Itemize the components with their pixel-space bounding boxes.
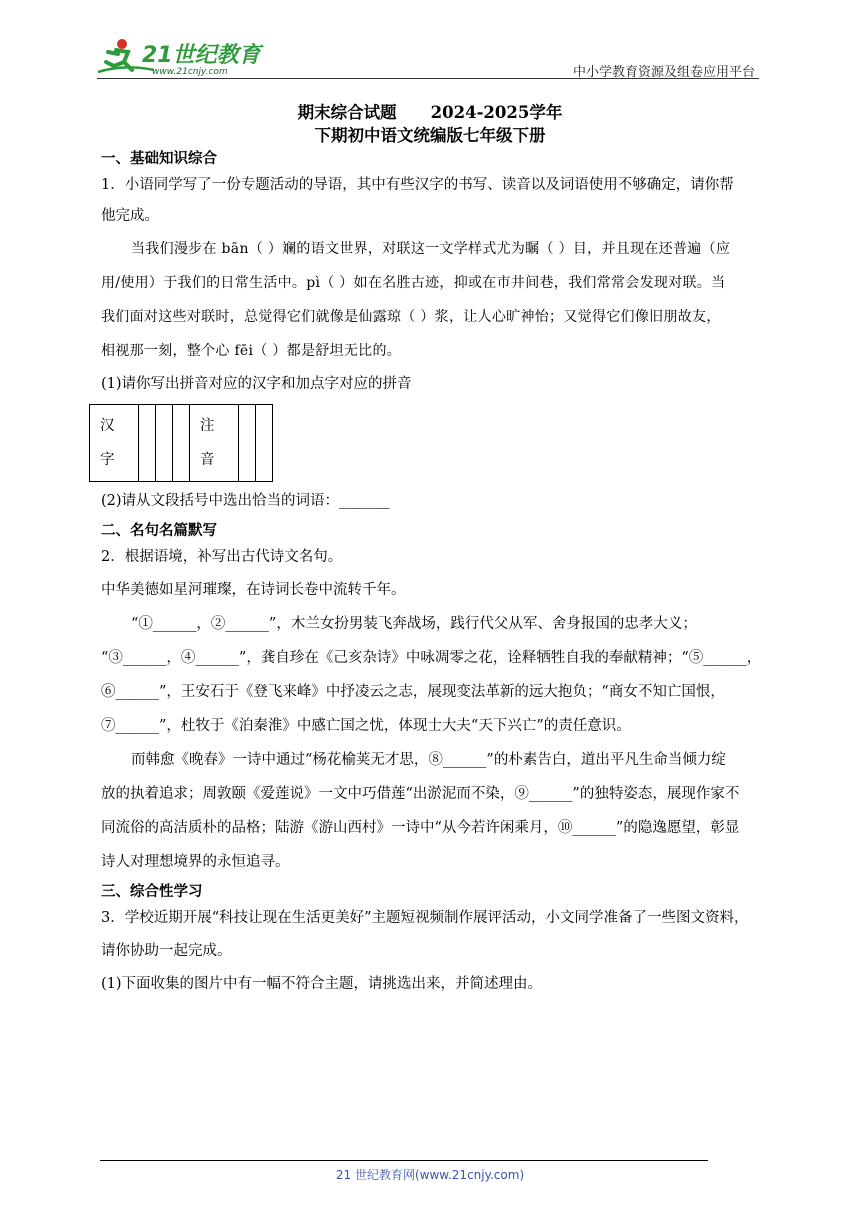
answer-cell[interactable] — [256, 405, 273, 482]
q1-sub1: (1)请你写出拼音对应的汉字和加点字对应的拼音 — [101, 376, 412, 392]
footer-text[interactable]: 21 世纪教育网(www.21cnjy.com) — [335, 1168, 525, 1182]
answer-cell[interactable] — [156, 405, 173, 482]
q1-stem-line1: 1．小语同学写了一份专题活动的导语，其中有些汉字的书写、读音以及词语使用不够确定，请你帮 — [101, 177, 734, 193]
q3-line2: 请你协助一起完成。 — [101, 943, 232, 959]
q2-intro: 中华美德如星河璀璨，在诗词长卷中流转千年。 — [101, 582, 406, 598]
header-divider — [97, 78, 759, 79]
table-label-hanzi: 汉 字 — [90, 405, 139, 482]
q1-passage-line4: 相视那一刻，整个心 fēi（ ）都是舒坦无比的。 — [101, 343, 402, 359]
site-name: 中小学教育资源及组卷应用平台 — [572, 65, 755, 80]
q2-line6: 放的执着追求；周敦颐《爱莲说》一文中巧借莲“出淤泥而不染，⑨______”的独特姿态，展现作家不 — [101, 786, 740, 802]
logo-url: www.21cnjy.com — [152, 67, 228, 77]
answer-table — [89, 404, 273, 482]
q3-sub1: (1)下面收集的图片中有一幅不符合主题，请挑选出来，并简述理由。 — [101, 976, 543, 992]
q1-sub2: (2)请从文段括号中选出恰当的词语：_______ — [101, 493, 390, 509]
site-logo — [94, 36, 264, 78]
q2-line8: 诗人对理想境界的永恒追寻。 — [101, 854, 290, 870]
paper-title-line1: 期末综合试题 2024-2025学年 — [297, 103, 563, 122]
q1-passage-line3: 我们面对这些对联时，总觉得它们就像是仙露琼（ ）浆，让人心旷神怡；又觉得它们像旧朋故友， — [101, 309, 721, 325]
q2-line5: 而韩愈《晚春》一诗中通过“杨花榆荚无才思，⑧______”的朴素告白，道出平凡生命当倾力绽 — [131, 752, 726, 768]
q2-line4: ⑦______”，杜牧于《泊秦淮》中感亡国之忧，体现士大夫“天下兴亡”的责任意识。 — [101, 718, 631, 734]
q1-passage-line2: 用/使用）于我们的日常生活中。pì（ ）如在名胜古迹，抑或在市井间巷，我们常常会发现对联。当 — [101, 275, 726, 291]
q2-stem: 2．根据语境，补写出古代诗文名句。 — [101, 549, 343, 565]
q1-stem-line2: 他完成。 — [101, 208, 159, 224]
table-label-zhuyin: 注 音 — [190, 405, 239, 482]
paper-title-line2: 下期初中语文统编版七年级下册 — [314, 126, 546, 145]
answer-cell[interactable] — [139, 405, 156, 482]
answer-cell[interactable] — [173, 405, 190, 482]
q1-passage-line1: 当我们漫步在 bān（ ）斓的语文世界，对联这一文学样式尤为瞩（ ）目，并且现在还普遍（应 — [131, 241, 731, 257]
q2-line7: 同流俗的高洁质朴的品格；陆游《游山西村》一诗中“从今若许闲乘月，⑩______”的隐逸愿望，彰显 — [101, 820, 740, 836]
q2-line2: “③______，④______”，龚自珍在《己亥杂诗》中咏凋零之花，诠释牺牲自我的奉献精神；“⑤______， — [101, 650, 762, 666]
q2-line1: “①______，②______”，木兰女扮男装飞奔战场，践行代父从军、舍身报国的忠孝大义； — [131, 616, 697, 632]
section-heading-2: 二、名句名篇默写 — [101, 522, 217, 539]
q2-line3: ⑥______”，王安石于《登飞来峰》中抒凌云之志，展现变法革新的远大抱负；“商女不知亡国恨， — [101, 684, 725, 700]
answer-cell[interactable] — [239, 405, 256, 482]
section-heading-3: 三、综合性学习 — [101, 883, 203, 900]
q3-line1: 3．学校近期开展“科技让现在生活更美好”主题短视频制作展评活动，小文同学准备了一些图文资料， — [101, 910, 749, 926]
section-heading-1: 一、基础知识综合 — [101, 150, 217, 167]
footer-divider — [100, 1160, 708, 1161]
logo-text: 21世纪教育 — [142, 43, 261, 68]
